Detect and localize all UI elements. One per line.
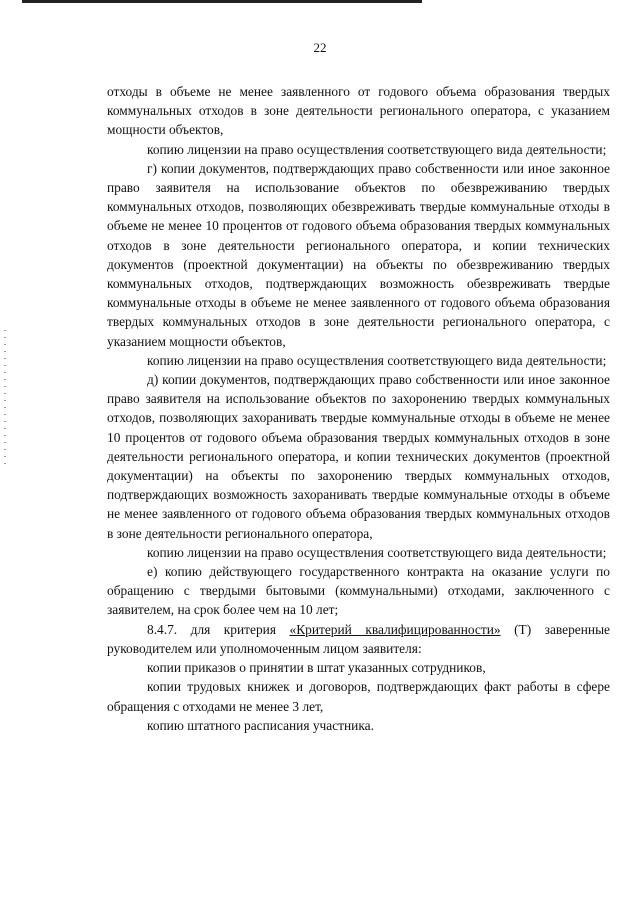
criterion-prefix: 8.4.7. для критерия [147,621,290,637]
paragraph-item-e: е) копию действующего государственного контракта на оказание услуги по обращению с твердыми бытовыми (коммунальными) отходами, заключенного с заявителем, на срок более чем на 10 лет; [107,564,610,618]
closing-paragraph-3: копию штатного расписания участника. [147,717,374,733]
criterion-suffix: (Т) заверенные руководителем или уполномоченным лицом заявителя: [107,621,611,656]
paragraph-1: отходы в объеме не менее заявленного от годового объема образования твердых коммунальных отходов в зоне деятельности регионального оператора, с указанием мощности объектов, [107,84,610,138]
paragraph-2: копию лицензии на право осуществления соответствующего вида деятельности; [147,141,607,157]
paragraph-item-d: д) копии документов, подтверждающих право собственности или иное законное право заявителя на использование объектов по захоронению твердых коммунальных отходов, позволяющих захоранивать твердые коммунальные отходы в объеме не менее 10 процентов от годового объема образования твердых коммунальных отходов в зоне деятельности регионального оператора, и копии технических документов (проектной документации) на объекты по захоронению твердых коммунальных отходов, подтверждающих возможность захоранивать твердые коммунальные отходы в объеме не менее заявленного от годового объема образования твердых коммунальных отходов в зоне деятельности регионального оператора, [107,372,610,541]
criterion-paragraph [107,620,610,658]
paragraph-item-g: г) копии документов, подтверждающих право собственности или иное законное право заявителя на использование объектов по обезвреживанию твердых коммунальных отходов, позволяющих обезвреживать твердые коммунальные отходы в объеме не менее 10 процентов от годового объема образования твердых коммунальных отходов в зоне деятельности регионального оператора, и копии технических документов (проектной документации) на объекты по обезвреживанию твердых коммунальных отходов, подтверждающих возможность обезвреживать твердые коммунальные отходы в объеме не менее заявленного от годового объема образования твердых коммунальных отходов в зоне деятельности регионального оператора, с указанием мощности объектов, [107,160,610,349]
criterion-link[interactable]: «Критерий квалифицированности» [289,621,501,637]
page-number: 22 [313,40,327,55]
document-body [107,82,610,735]
scan-edge-marks [4,330,6,470]
paragraph-4: копию лицензии на право осуществления соответствующего вида деятельности; [147,352,607,368]
closing-paragraph-2: копии трудовых книжек и договоров, подтверждающих факт работы в сфере обращения с отходами не менее 3 лет, [107,679,610,714]
top-scan-rule [22,0,422,3]
paragraph-6: копию лицензии на право осуществления соответствующего вида деятельности; [147,544,607,560]
closing-paragraph-1: копии приказов о принятии в штат указанных сотрудников, [147,660,486,676]
